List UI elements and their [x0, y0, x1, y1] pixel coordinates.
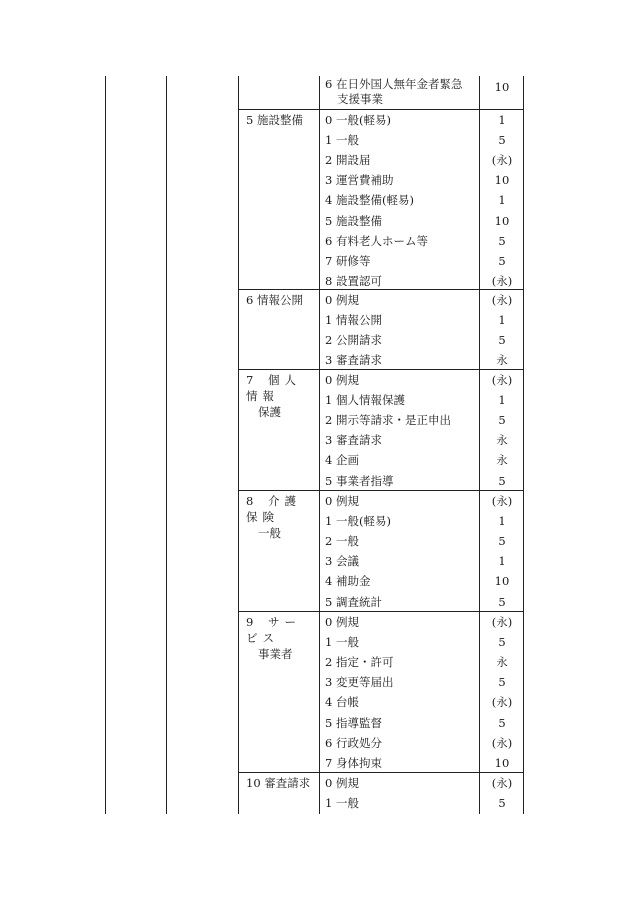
subcategory-text: 情報公開 [332, 313, 382, 328]
subcategory-text: 事業者指導 [332, 473, 394, 488]
subcategory-code: 4 [325, 193, 333, 208]
retention-value: 永 [496, 353, 508, 368]
subcategory-text: 審査請求 [332, 433, 382, 448]
subcategory-code: 7 [325, 755, 333, 770]
subcategory-code: 6 [325, 233, 333, 248]
subcategory-text: 一般 [332, 796, 359, 811]
column-rule [523, 76, 524, 814]
subcategory-text: 有料老人ホーム等 [332, 233, 428, 248]
retention-value: 5 [498, 675, 506, 690]
subcategory-code: 5 [325, 594, 333, 609]
retention-value: 5 [498, 413, 506, 428]
subcategory-text: 研修等 [332, 253, 371, 268]
subcategory-code: 2 [325, 333, 333, 348]
retention-value: 5 [498, 133, 506, 148]
subcategory-code: 5 [325, 473, 333, 488]
subcategory-label [325, 410, 451, 430]
subcategory-text: 一般 [332, 534, 359, 549]
category-label [246, 112, 316, 128]
subcategory-text: 施設整備(軽易) [332, 193, 414, 208]
subcategory-code: 1 [325, 313, 333, 328]
subcategory-text: 指定・許可 [332, 655, 394, 670]
retention-value: (永) [491, 273, 513, 288]
retention-value: (永) [491, 695, 513, 710]
subcategory-text: 公開請求 [332, 333, 382, 348]
subcategory-label [325, 450, 359, 470]
subcategory-label [325, 290, 359, 310]
subcategory-code: 3 [325, 433, 333, 448]
subcategory-text: 運営費補助 [332, 173, 394, 188]
retention-value: 5 [498, 233, 506, 248]
subcategory-label [325, 753, 382, 773]
subcategory-label [325, 170, 393, 190]
subcategory-text-cont: 支援事業 [337, 92, 383, 106]
retention-value: 1 [498, 514, 506, 529]
subcategory-label [325, 672, 393, 692]
subcategory-text: 審査請求 [332, 353, 382, 368]
retention-value: 1 [498, 193, 506, 208]
subcategory-label [325, 632, 359, 652]
category-label [246, 614, 316, 662]
subcategory-code: 0 [325, 494, 333, 508]
subcategory-label [325, 231, 428, 251]
category-name: 個人情報 [246, 373, 301, 403]
retention-value: 5 [498, 635, 506, 650]
subcategory-text: 一般(軽易) [332, 514, 391, 529]
retention-value: 5 [498, 796, 506, 811]
column-rule [319, 76, 320, 814]
subcategory-text: 変更等届出 [332, 675, 394, 690]
subcategory-code: 5 [325, 213, 333, 228]
category-name: サービス [246, 615, 301, 645]
subcategory-code: 4 [325, 574, 333, 589]
category-label [246, 493, 316, 541]
category-name-cont: 保護 [258, 405, 281, 419]
subcategory-label [325, 571, 370, 591]
category-name-cont: 一般 [258, 526, 281, 540]
subcategory-text: 開示等請求・是正申出 [332, 413, 451, 428]
column-rule [105, 76, 106, 814]
subcategory-code: 7 [325, 253, 333, 268]
subcategory-text: 例規 [332, 494, 359, 508]
retention-value: 永 [496, 655, 508, 670]
subcategory-label [325, 511, 391, 531]
retention-value: (永) [491, 735, 513, 750]
subcategory-code: 2 [325, 655, 333, 670]
subcategory-text: 個人情報保護 [332, 393, 405, 408]
subcategory-code: 1 [325, 796, 333, 811]
retention-value: 10 [494, 755, 510, 770]
retention-value: 5 [498, 594, 506, 609]
retention-value: 10 [494, 213, 510, 228]
subcategory-text: 行政処分 [332, 735, 382, 750]
subcategory-label [325, 190, 414, 210]
category-code: 5 [246, 113, 254, 127]
retention-value: (永) [491, 776, 513, 790]
subcategory-label [325, 77, 462, 107]
subcategory-code: 2 [325, 153, 333, 168]
retention-value: (永) [491, 615, 513, 629]
subcategory-text: 施設整備 [332, 213, 382, 228]
subcategory-text: 例規 [332, 776, 359, 790]
subcategory-code: 1 [325, 635, 333, 650]
category-code: 6 [246, 293, 254, 307]
subcategory-label [325, 330, 382, 350]
subcategory-label [325, 471, 393, 491]
subcategory-code: 4 [325, 453, 333, 468]
subcategory-label [325, 211, 382, 231]
subcategory-text: 在日外国人無年金者緊急 [335, 77, 463, 91]
retention-value: 永 [496, 453, 508, 468]
category-code: 10 [246, 776, 261, 790]
subcategory-text: 例規 [332, 615, 359, 629]
category-name-cont: 事業者 [258, 647, 293, 661]
subcategory-text: 指導監督 [332, 715, 382, 730]
retention-value: 10 [494, 173, 510, 188]
subcategory-code: 3 [325, 353, 333, 368]
subcategory-label [325, 310, 382, 330]
subcategory-label [325, 793, 359, 813]
category-name: 審査請求 [260, 776, 311, 790]
category-code: 7 [246, 373, 254, 387]
subcategory-text: 企画 [332, 453, 359, 468]
subcategory-text: 一般 [332, 133, 359, 148]
category-label [246, 775, 316, 791]
subcategory-label [325, 612, 359, 632]
subcategory-code: 3 [325, 173, 333, 188]
subcategory-text: 一般(軽易) [332, 113, 391, 127]
subcategory-label [325, 531, 359, 551]
subcategory-text: 設置認可 [332, 273, 382, 288]
retention-value: 1 [498, 393, 506, 408]
subcategory-code: 0 [325, 113, 333, 127]
subcategory-text: 例規 [332, 293, 359, 307]
retention-value: (永) [491, 494, 513, 508]
subcategory-label [325, 733, 382, 753]
retention-value: 1 [498, 554, 506, 569]
subcategory-text: 一般 [332, 635, 359, 650]
retention-value: 1 [498, 113, 506, 127]
retention-value: (永) [491, 293, 513, 307]
subcategory-text: 例規 [332, 373, 359, 387]
subcategory-text: 開設届 [332, 153, 371, 168]
subcategory-text: 補助金 [332, 574, 371, 589]
subcategory-label [325, 251, 370, 271]
subcategory-text: 会議 [332, 554, 359, 569]
retention-value: 永 [496, 433, 508, 448]
subcategory-code: 2 [325, 534, 333, 549]
subcategory-code: 1 [325, 393, 333, 408]
retention-value: 5 [498, 715, 506, 730]
retention-value: 5 [498, 534, 506, 549]
category-code: 9 [246, 615, 254, 629]
subcategory-code: 6 [325, 77, 333, 91]
subcategory-label [325, 150, 370, 170]
subcategory-code: 8 [325, 273, 333, 288]
subcategory-label [325, 592, 382, 612]
subcategory-code: 0 [325, 615, 333, 629]
category-name: 介護保険 [246, 494, 301, 524]
retention-value: 10 [494, 80, 510, 94]
subcategory-label [325, 713, 382, 733]
subcategory-label [325, 271, 382, 291]
category-name: 施設整備 [253, 113, 303, 127]
subcategory-text: 台帳 [332, 695, 359, 710]
retention-value: (永) [491, 153, 513, 168]
subcategory-code: 1 [325, 133, 333, 148]
subcategory-code: 1 [325, 514, 333, 529]
retention-value: 10 [494, 574, 510, 589]
subcategory-code: 0 [325, 373, 333, 387]
subcategory-label [325, 430, 382, 450]
subcategory-label [325, 773, 359, 793]
subcategory-text: 身体拘束 [332, 755, 382, 770]
category-code: 8 [246, 494, 254, 508]
subcategory-code: 4 [325, 695, 333, 710]
subcategory-label [325, 491, 359, 511]
subcategory-label [325, 370, 359, 390]
subcategory-code: 6 [325, 735, 333, 750]
category-name: 情報公開 [253, 293, 303, 307]
retention-value: 5 [498, 333, 506, 348]
retention-value: 5 [498, 253, 506, 268]
retention-value: 5 [498, 473, 506, 488]
subcategory-code: 3 [325, 554, 333, 569]
subcategory-label [325, 390, 405, 410]
subcategory-text: 調査統計 [332, 594, 382, 609]
column-rule [479, 76, 480, 814]
column-rule [166, 76, 167, 814]
subcategory-code: 2 [325, 413, 333, 428]
subcategory-label [325, 551, 359, 571]
subcategory-label [325, 130, 359, 150]
subcategory-code: 0 [325, 776, 333, 790]
subcategory-label [325, 652, 393, 672]
category-label [246, 372, 316, 420]
subcategory-label [325, 350, 382, 370]
subcategory-code: 5 [325, 715, 333, 730]
subcategory-label [325, 110, 391, 130]
column-rule [238, 76, 239, 814]
category-label [246, 292, 316, 308]
subcategory-code: 0 [325, 293, 333, 307]
subcategory-code: 3 [325, 675, 333, 690]
retention-value: 1 [498, 313, 506, 328]
retention-value: (永) [491, 373, 513, 387]
subcategory-label [325, 692, 359, 712]
